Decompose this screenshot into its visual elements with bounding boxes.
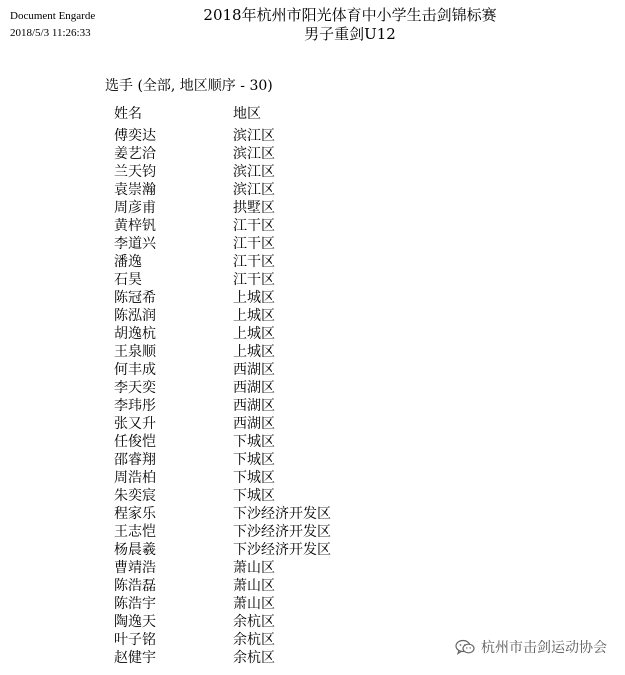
print-timestamp: 2018/5/3 11:26:33 [10, 27, 91, 39]
table-row [114, 289, 331, 307]
fencer-region: 上城区 [233, 290, 275, 306]
table-row [114, 199, 331, 217]
fencer-name: 何丰成 [114, 362, 156, 378]
column-header-name: 姓名 [114, 106, 142, 122]
page-subtitle: 男子重剑U12 [304, 25, 396, 43]
fencer-name: 陶逸天 [114, 614, 156, 630]
watermark [455, 637, 607, 657]
table-row [114, 397, 331, 415]
fencer-name: 叶子铭 [114, 632, 156, 648]
table-row [114, 577, 331, 595]
fencer-region: 下沙经济开发区 [233, 506, 331, 522]
fencer-region: 江干区 [233, 254, 275, 270]
table-row [114, 541, 331, 559]
table-row [114, 433, 331, 451]
table-row [114, 505, 331, 523]
table-row [114, 523, 331, 541]
table-row [114, 127, 331, 145]
table-row [114, 361, 331, 379]
fencer-region: 下城区 [233, 488, 275, 504]
fencer-name: 黄梓钒 [114, 218, 156, 234]
section-heading: 选手 (全部, 地区顺序 - 30) [105, 78, 273, 94]
fencer-region: 西湖区 [233, 398, 275, 414]
fencer-region: 下城区 [233, 434, 275, 450]
fencer-name: 袁崇瀚 [114, 182, 156, 198]
fencer-region: 上城区 [233, 344, 275, 360]
fencer-region: 西湖区 [233, 416, 275, 432]
table-row [114, 613, 331, 631]
fencer-name: 陈浩宇 [114, 596, 156, 612]
fencer-name: 赵健宇 [114, 650, 156, 666]
fencer-name: 石昊 [114, 272, 142, 288]
fencer-name: 王泉顺 [114, 344, 156, 360]
fencer-name: 陈冠希 [114, 290, 156, 306]
fencer-name: 李道兴 [114, 236, 156, 252]
fencer-name: 周浩柏 [114, 470, 156, 486]
table-row [114, 181, 331, 199]
fencer-region: 上城区 [233, 326, 275, 342]
fencer-name: 胡逸杭 [114, 326, 156, 342]
fencer-region: 滨江区 [233, 128, 275, 144]
fencer-name: 程家乐 [114, 506, 156, 522]
fencer-region: 上城区 [233, 308, 275, 324]
fencer-name: 李天奕 [114, 380, 156, 396]
watermark-text: 杭州市击剑运动协会 [481, 640, 607, 656]
table-row [114, 271, 331, 289]
table-row [114, 415, 331, 433]
fencer-region: 萧山区 [233, 560, 275, 576]
fencer-name: 兰天钧 [114, 164, 156, 180]
table-row [114, 163, 331, 181]
fencer-name: 周彦甫 [114, 200, 156, 216]
fencer-name: 曹靖浩 [114, 560, 156, 576]
table-row [114, 217, 331, 235]
fencer-region: 下沙经济开发区 [233, 524, 331, 540]
table-row [114, 235, 331, 253]
fencer-name: 杨晨羲 [114, 542, 156, 558]
wechat-icon [455, 639, 475, 655]
column-header-region: 地区 [233, 106, 261, 122]
fencer-name: 李玮彤 [114, 398, 156, 414]
table-row [114, 253, 331, 271]
fencer-region: 江干区 [233, 236, 275, 252]
fencer-region: 拱墅区 [233, 200, 275, 216]
table-row [114, 343, 331, 361]
table-row [114, 487, 331, 505]
table-row [114, 307, 331, 325]
fencer-name: 潘逸 [114, 254, 142, 270]
fencer-name: 陈泓润 [114, 308, 156, 324]
fencer-name: 张又升 [114, 416, 156, 432]
table-row [114, 649, 331, 667]
fencer-name: 陈浩磊 [114, 578, 156, 594]
table-row [114, 631, 331, 649]
fencer-name: 任俊恺 [114, 434, 156, 450]
fencer-region: 余杭区 [233, 614, 275, 630]
fencer-region: 西湖区 [233, 380, 275, 396]
table-row [114, 325, 331, 343]
fencer-region: 萧山区 [233, 578, 275, 594]
fencer-region: 下沙经济开发区 [233, 542, 331, 558]
table-row [114, 379, 331, 397]
page-title: 2018年杭州市阳光体育中小学生击剑锦标赛 [203, 6, 497, 24]
fencer-name: 姜艺洽 [114, 146, 156, 162]
fencer-region: 余杭区 [233, 650, 275, 666]
fencer-region: 下城区 [233, 452, 275, 468]
fencer-name: 傅奕达 [114, 128, 156, 144]
fencer-name: 王志恺 [114, 524, 156, 540]
table-row [114, 451, 331, 469]
fencer-region: 滨江区 [233, 164, 275, 180]
fencer-region: 江干区 [233, 272, 275, 288]
table-row [114, 145, 331, 163]
app-name: Document Engarde [10, 10, 96, 22]
table-row [114, 559, 331, 577]
fencer-region: 下城区 [233, 470, 275, 486]
fencer-name: 邵睿翔 [114, 452, 156, 468]
table-row [114, 469, 331, 487]
fencer-region: 滨江区 [233, 146, 275, 162]
fencer-list [114, 127, 331, 667]
table-header [114, 105, 261, 123]
fencer-region: 萧山区 [233, 596, 275, 612]
fencer-name: 朱奕宸 [114, 488, 156, 504]
fencer-region: 江干区 [233, 218, 275, 234]
fencer-region: 滨江区 [233, 182, 275, 198]
table-row [114, 595, 331, 613]
fencer-region: 西湖区 [233, 362, 275, 378]
fencer-region: 余杭区 [233, 632, 275, 648]
